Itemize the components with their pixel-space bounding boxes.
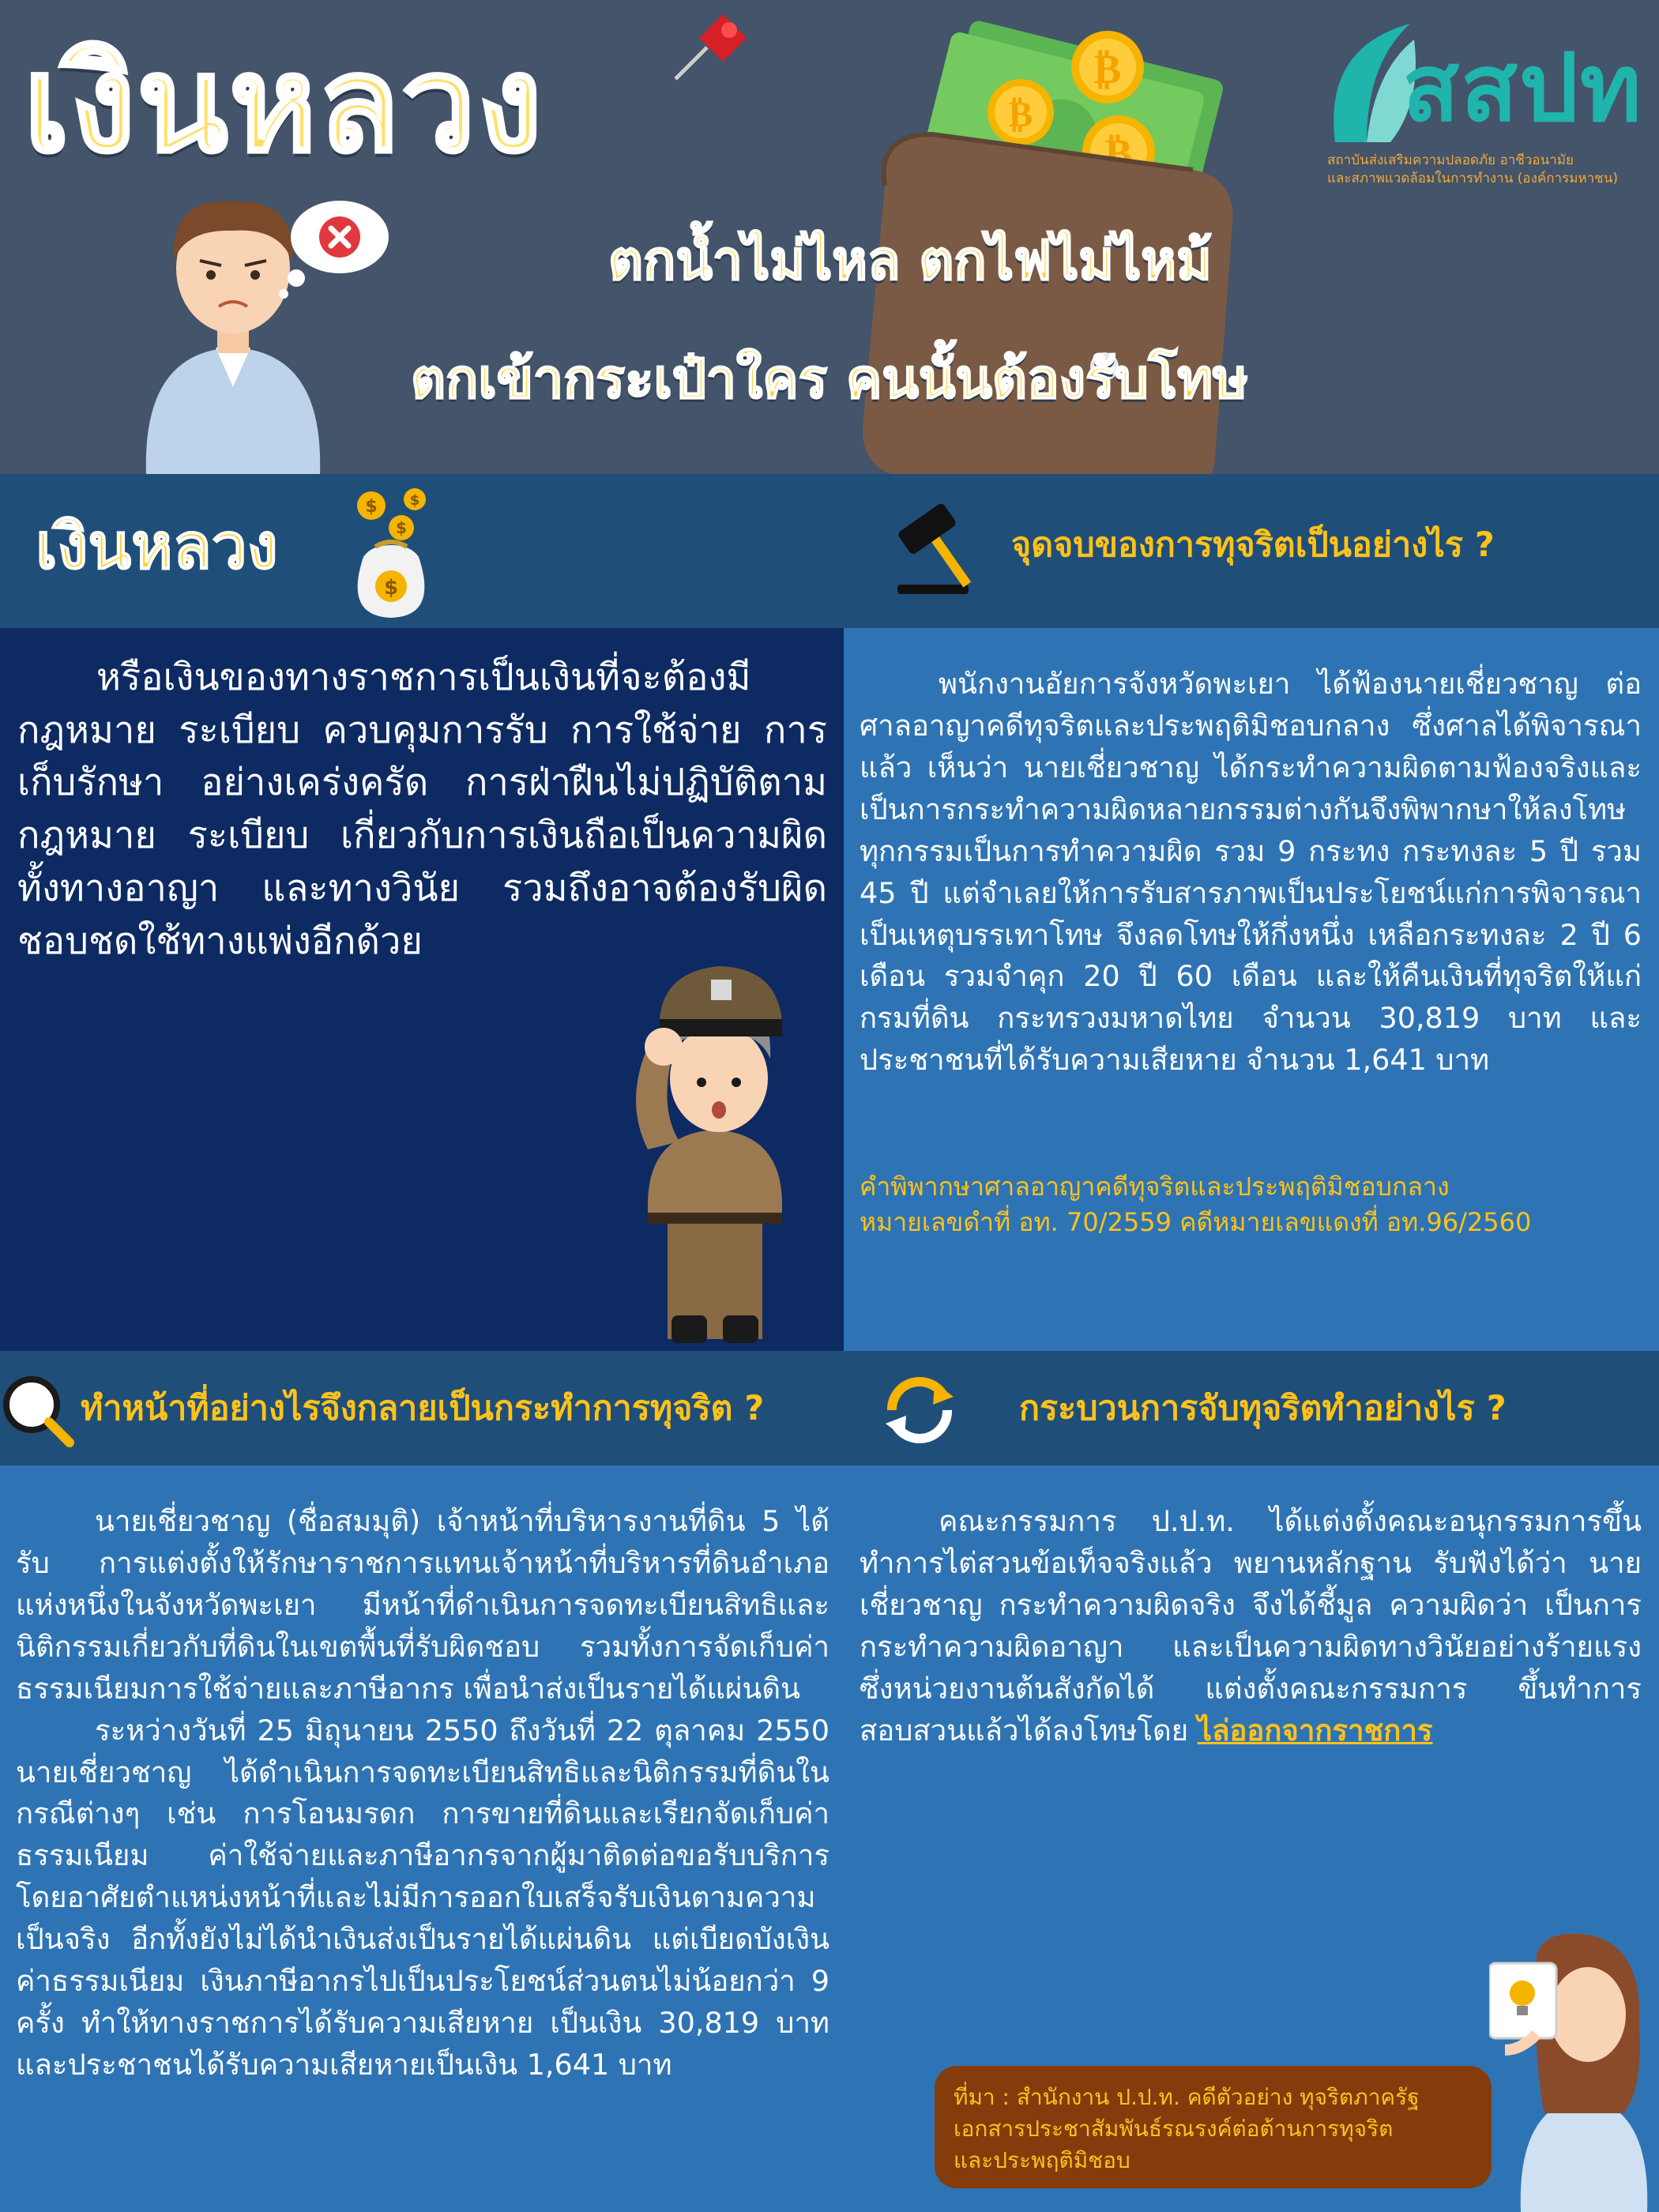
header-banner bbox=[0, 0, 1659, 474]
magnifier-icon bbox=[0, 1373, 75, 1448]
process-body bbox=[860, 1501, 1642, 1752]
woman-idea-illustration bbox=[1489, 1932, 1659, 2212]
how-body bbox=[16, 1501, 830, 2086]
main-title: เงินหลวง bbox=[24, 27, 544, 182]
gavel-icon bbox=[874, 482, 992, 600]
pushpin-icon bbox=[668, 6, 754, 85]
svg-text:$: $ bbox=[396, 518, 407, 537]
process-heading: กระบวนการจับทุจริตทำอย่างไร ? bbox=[1019, 1389, 1507, 1428]
outcome-heading: จุดจบของการทุจริตเป็นอย่างไร ? bbox=[1011, 525, 1495, 565]
svg-text:$: $ bbox=[365, 497, 378, 517]
court-reference bbox=[860, 1169, 1642, 1240]
definition-panel bbox=[0, 628, 844, 1351]
woman-face bbox=[1550, 1967, 1626, 2062]
source-line-3: และประพฤติมิชอบ bbox=[954, 2146, 1130, 2173]
source-box bbox=[935, 2066, 1492, 2188]
logo-subtitle bbox=[1327, 152, 1659, 188]
woman-blouse bbox=[1521, 2097, 1648, 2212]
how-body-paragraph-1: นายเชี่ยวชาญ (ชื่อสมมุติ) เจ้าหน้าที่บริหารงานที่ดิน 5 ได้รับ การแต่งตั้งให้รักษาราชการแทนเจ้าหน้าที่บริหารที่ดินอำเภอแห่งหนึ่งในจังหวัดพะเยา มีหน้าที่ดำเนินการจดทะเบียนสิทธิและนิติกรรมเกี่ยวกับที่ดินในเขตพื้นที่รับผิดชอบ รวมทั้งการจัดเก็บค่าธรรมเนียมการใช้จ่ายและภาษีอากร เพื่อนำส่งเป็นรายได้แผ่นดิน bbox=[16, 1504, 830, 1706]
money-bag-icon bbox=[340, 482, 442, 624]
svg-text:₿: ₿ bbox=[1104, 130, 1133, 178]
definition-body: หรือเงินของทางราชการเป็นเงินที่จะต้องมีกฎหมาย ระเบียบ ควบคุมการรับ การใช้จ่าย การเก็บรักษา อย่างเคร่งครัด การฝ่าฝืนไม่ปฏิบัติตามกฎหมาย ระเบียบ เกี่ยวกับการเงินถือเป็นความผิดทั้งทางอาญา และทางวินัย รวมถึงอาจต้องรับผิดชอบชดใช้ทางแพ่งอีกด้วย bbox=[17, 656, 827, 963]
process-body-text: คณะกรรมการ ป.ป.ท. ได้แต่งตั้งคณะอนุกรรมการขึ้นทำการไต่สวนข้อเท็จจริงแล้ว พยานหลักฐาน รับฟังได้ว่า นายเชี่ยวชาญ กระทำความผิดจริง จึงได้ชี้มูล ความผิดว่า เป็นการกระทำความผิดอาญา และเป็นความผิดทางวินัยอย่างร้ายแรง ซึ่งหน่วยงานต้นสังกัดได้ แต่งตั้งคณะกรรมการ ขึ้นทำการสอบสวนแล้วได้ลงโทษโดย bbox=[860, 1504, 1642, 1747]
lightbulb-icon bbox=[1510, 1981, 1535, 2006]
slogan-line-1: ตกน้ำไม่ไหล ตกไฟไม่ไหม้ bbox=[608, 230, 1212, 292]
outcome-body: พนักงานอัยการจังหวัดพะเยา ได้ฟ้องนายเชี่ยวชาญ ต่อศาลอาญาคดีทุจริตและประพฤติมิชอบกลาง ซึ่งศาลได้พิจารณาแล้ว เห็นว่า นายเชี่ยวชาญ ได้กระทำความผิดตามฟ้องจริงและเป็นการกระทำความผิดหลายกรรมต่างกันจึงพิพากษาให้ลงโทษทุกกรรมเป็นการทำความผิด รวม 9 กระทง กระทงละ 5 ปี รวม 45 ปี แต่จำเลยให้การรับสารภาพเป็นประโยชน์แก่การพิจารณาเป็นเหตุบรรเทาโทษ จึงลดโทษให้กึ่งหนึ่ง เหลือกระทงละ 2 ปี 6 เดือน รวมจำคุก 20 ปี 60 เดือน และให้คืนเงินที่ทุจริตให้แก่ กรมที่ดิน กระทรวงมหาดไทย จำนวน 30,819 บาท และประชาชนที่ได้รับความเสียหาย จำนวน 1,641 บาท bbox=[860, 667, 1642, 1078]
court-reference-line-1: คำพิพากษาศาลอาญาคดีทุจริตและประพฤติมิชอบกลาง bbox=[860, 1172, 1450, 1202]
section-bar-process bbox=[844, 1351, 1659, 1465]
refresh-cycle-icon bbox=[878, 1368, 961, 1452]
svg-text:₿: ₿ bbox=[1093, 46, 1122, 93]
how-body-paragraph-2: ระหว่างวันที่ 25 มิถุนายน 2550 ถึงวันที่ 22 ตุลาคม 2550 นายเชี่ยวชาญ ได้ดำเนินการจดทะเบียนสิทธิและนิติกรรมที่ดินในกรณีต่างๆ เช่น การโอนมรดก การขายที่ดินและเรียกจัดเก็บค่าธรรมเนียม ค่าใช้จ่ายและภาษีอากรจากผู้มาติดต่อขอรับบริการโดยอาศัยตำแหน่งหน้าที่และไม่มีการออกใบเสร็จรับเงินตามความเป็นจริง อีกทั้งยังไม่ได้นำเงินส่งเป็นรายได้แผ่นดิน แต่เบียดบังเงินค่าธรรมเนียม เงินภาษีอากรไปเป็นประโยชน์ส่วนตนไม่น้อยกว่า 9 ครั้ง ทำให้ทางราชการได้รับความเสียหาย เป็นเงิน 30,819 บาท และประชาชนได้รับความเสียหายเป็นเงิน 1,641 บาท bbox=[16, 1713, 830, 2082]
logo-subtitle-line-1: สถาบันส่งเสริมความปลอดภัย อาชีวอนามัย bbox=[1327, 152, 1574, 168]
logo-wordmark: สสปท bbox=[1402, 33, 1643, 142]
police-officer-illustration bbox=[616, 944, 814, 1347]
section-bar-outcome bbox=[844, 474, 1659, 628]
punishment-text: ไล่ออกจากราชการ bbox=[1197, 1713, 1433, 1747]
svg-text:$: $ bbox=[409, 492, 420, 509]
definition-heading: เงินหลวง bbox=[36, 510, 278, 583]
svg-text:₿: ₿ bbox=[1008, 92, 1033, 135]
logo-subtitle-line-2: และสภาพแวดล้อมในการทำงาน (องค์การมหาชน) bbox=[1327, 170, 1618, 186]
bitcoin-coin bbox=[1071, 31, 1144, 103]
how-heading: ทำหน้าที่อย่างไรจึงกลายเป็นกระทำการทุจริต ? bbox=[81, 1389, 765, 1428]
bitcoin-coin bbox=[988, 79, 1054, 145]
how-panel bbox=[0, 1465, 844, 2212]
court-reference-line-2: หมายเลขดำที่ อท. 70/2559 คดีหมายเลขแดงที่ อท.96/2560 bbox=[860, 1206, 1532, 1237]
wallet-body bbox=[863, 134, 1232, 474]
section-bar-definition bbox=[0, 474, 844, 628]
section-bar-how bbox=[0, 1351, 844, 1465]
source-line-2: เอกสารประชาสัมพันธ์รณรงค์ต่อต้านการทุจริต bbox=[954, 2115, 1394, 2142]
source-line-1: ที่มา : สำนักงาน ป.ป.ท. คดีตัวอย่าง ทุจริตภาครัฐ bbox=[954, 2084, 1420, 2110]
slogan-line-2: ตกเข้ากระเป๋าใคร คนนั้นต้องรับโทษ bbox=[411, 348, 1248, 411]
outcome-panel bbox=[844, 628, 1659, 1351]
thought-bubble-x-icon bbox=[273, 198, 391, 300]
svg-text:$: $ bbox=[383, 576, 399, 600]
organization-logo bbox=[1319, 16, 1643, 198]
